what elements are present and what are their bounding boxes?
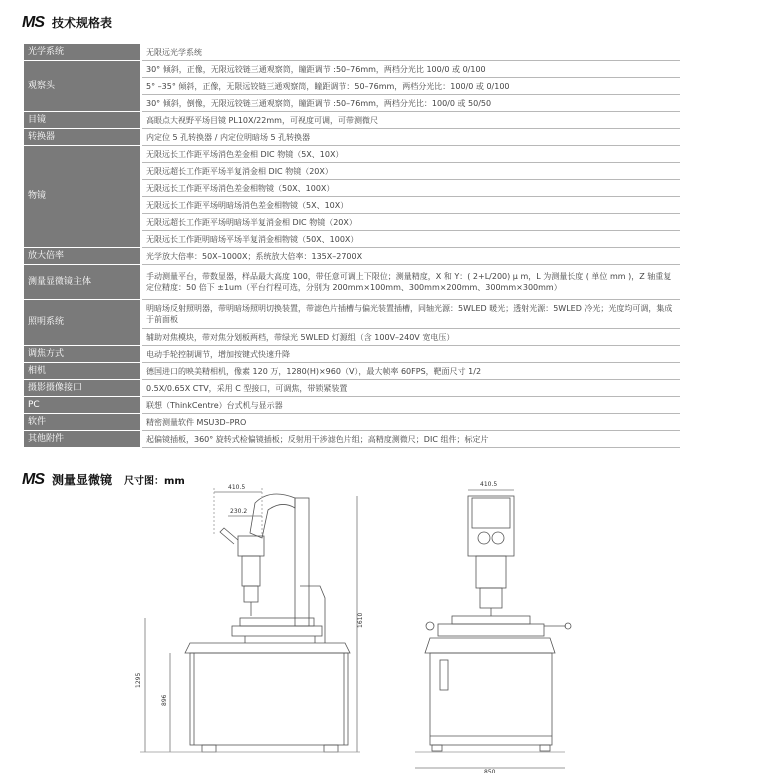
foot bbox=[202, 745, 216, 752]
row-key: 软件 bbox=[24, 414, 141, 431]
table-row bbox=[24, 397, 680, 414]
dimension-drawing bbox=[0, 478, 770, 773]
row-value: 无限远光学系统 bbox=[141, 44, 680, 61]
dim-label: 410.5 bbox=[480, 481, 498, 488]
foot bbox=[540, 745, 550, 751]
foot bbox=[324, 745, 338, 752]
row-value: 无限远长工作距平场消色差金相 DIC 物镜（5X、10X） bbox=[141, 146, 680, 163]
row-key: 相机 bbox=[24, 363, 141, 380]
handle bbox=[440, 660, 448, 690]
row-value: 手动测量平台，带数显器，样品最大高度 100，带任意可调上下限位；测量精度，X 和 Y：( 2+L/200) μ m，L 为测量长度 ( 单位 mm )，Z 轴重复定位精度：50 倍下 ±1um（平台行程可选，分别为 200mm×100mm、300mm×200mm、300mm×300mm） bbox=[141, 265, 680, 300]
row-value: 无限远长工作距明暗场平场半复消金相物镜（50X、100X） bbox=[141, 231, 680, 248]
row-value: 0.5X/0.65X CTV，采用 C 型接口，可调焦，带锁紧装置 bbox=[141, 380, 680, 397]
head bbox=[472, 498, 510, 528]
stage bbox=[232, 626, 322, 636]
knob bbox=[426, 622, 434, 630]
row-value: 无限远超长工作距平场半复消金相 DIC 物镜（20X） bbox=[141, 163, 680, 180]
row-key: 目镜 bbox=[24, 112, 141, 129]
dim-label: 410.5 bbox=[228, 484, 246, 491]
row-value: 电动手轮控制调节，增加按键式快速升降 bbox=[141, 346, 680, 363]
row-value: 无限远超长工作距平场明暗场半复消金相 DIC 物镜（20X） bbox=[141, 214, 680, 231]
table-row bbox=[24, 431, 680, 448]
row-value: 30° 倾斜，正像，无限远铰链三通观察筒，瞳距调节 :50–76mm，两档分光比 100/0 或 0/100 bbox=[141, 61, 680, 78]
row-key: 观察头 bbox=[24, 61, 141, 112]
table-row bbox=[24, 146, 680, 163]
body-tube bbox=[476, 556, 506, 588]
page-title: 技术规格表 bbox=[52, 16, 113, 30]
support-arm bbox=[300, 586, 325, 643]
cabinet-top bbox=[185, 643, 350, 653]
brand-logo: MS bbox=[22, 14, 44, 31]
dim-label: 1610 bbox=[357, 612, 364, 628]
stage-plate bbox=[452, 616, 530, 624]
row-value: 联想（ThinkCentre）台式机与显示器 bbox=[141, 397, 680, 414]
stage-plate bbox=[240, 618, 314, 626]
cabinet-body bbox=[190, 653, 348, 745]
section-subtitle: 尺寸图：mm bbox=[124, 476, 185, 487]
row-value: 5° –35° 倾斜，正像，无限远铰链三通观察筒，瞳距调节：50–76mm，两档分光比：100/0 或 0/100 bbox=[141, 78, 680, 95]
row-key: 调焦方式 bbox=[24, 346, 141, 363]
table-row bbox=[24, 129, 680, 146]
row-value: 起偏镜插板，360° 旋转式检偏镜插板；反射用干涉滤色片组；高精度测微尺；DIC 组件；标定片 bbox=[141, 431, 680, 448]
nosepiece bbox=[480, 588, 502, 608]
dim-label: 896 bbox=[161, 694, 168, 706]
table-row bbox=[24, 112, 680, 129]
section-title: 测量显微镜 bbox=[52, 473, 113, 487]
row-value: 精密测量软件 MSU3D–PRO bbox=[141, 414, 680, 431]
row-value: 辅助对焦模块，带对焦分划板两档，带绿光 5WLED 灯源组（含 100V–240V 宽电压） bbox=[141, 329, 680, 346]
table-row bbox=[24, 363, 680, 380]
side-view bbox=[135, 484, 364, 752]
dim-label: 230.2 bbox=[230, 508, 248, 515]
row-value: 30° 倾斜，倒像，无限远铰链三通观察筒，瞳距调节 :50–76mm，两档分光比：100/0 或 50/50 bbox=[141, 95, 680, 112]
row-key: PC bbox=[24, 397, 141, 414]
front-view bbox=[415, 481, 571, 773]
head bbox=[238, 536, 264, 556]
table-row bbox=[24, 61, 680, 78]
row-value: 德国进口的映美精相机，像素 120 万，1280(H)×960（V），最大帧率 60FPS，靶面尺寸 1/2 bbox=[141, 363, 680, 380]
table-row bbox=[24, 414, 680, 431]
foot bbox=[432, 745, 442, 751]
dim-label: 1295 bbox=[135, 672, 142, 688]
column bbox=[468, 496, 514, 556]
row-key: 转换器 bbox=[24, 129, 141, 146]
table-row bbox=[24, 248, 680, 265]
eyepiece-left bbox=[478, 532, 490, 544]
row-key: 照明系统 bbox=[24, 300, 141, 346]
row-value: 明暗场反射照明器，带明暗场照明切换装置，带滤色片插槽与偏光装置插槽，同轴光源：5WLED 暖光；透射光源：5WLED 冷光；光度均可调，集成于前面板 bbox=[141, 300, 680, 329]
row-key: 光学系统 bbox=[24, 44, 141, 61]
row-key: 物镜 bbox=[24, 146, 141, 248]
column bbox=[295, 498, 309, 626]
table-row bbox=[24, 346, 680, 363]
body-tube bbox=[242, 556, 260, 586]
brand-logo: MS bbox=[22, 471, 44, 488]
stage bbox=[438, 624, 544, 636]
row-key: 摄影摄像接口 bbox=[24, 380, 141, 397]
row-value: 无限远长工作距平场明暗场消色差金相物镜（5X、10X） bbox=[141, 197, 680, 214]
row-value: 无限远长工作距平场消色差金相物镜（50X、100X） bbox=[141, 180, 680, 197]
dim-label: 850 bbox=[484, 769, 496, 773]
row-key: 测量显微镜主体 bbox=[24, 265, 141, 300]
table-row bbox=[24, 44, 680, 61]
nosepiece bbox=[244, 586, 258, 602]
eyepiece bbox=[220, 528, 238, 544]
spec-table bbox=[24, 44, 680, 448]
table-row bbox=[24, 380, 680, 397]
row-value: 内定位 5 孔转换器 / 内定位明暗场 5 孔转换器 bbox=[141, 129, 680, 146]
cabinet-top bbox=[425, 638, 555, 653]
row-value: 高眼点大视野平场目镜 PL10X/22mm，可视度可调，可带测微尺 bbox=[141, 112, 680, 129]
row-key: 其他附件 bbox=[24, 431, 141, 448]
table-row bbox=[24, 300, 680, 329]
eyepiece-right bbox=[492, 532, 504, 544]
table-row bbox=[24, 265, 680, 300]
spec-header bbox=[22, 14, 112, 32]
row-key: 放大倍率 bbox=[24, 248, 141, 265]
row-value: 光学放大倍率：50X–1000X；系统放大倍率：135X–2700X bbox=[141, 248, 680, 265]
